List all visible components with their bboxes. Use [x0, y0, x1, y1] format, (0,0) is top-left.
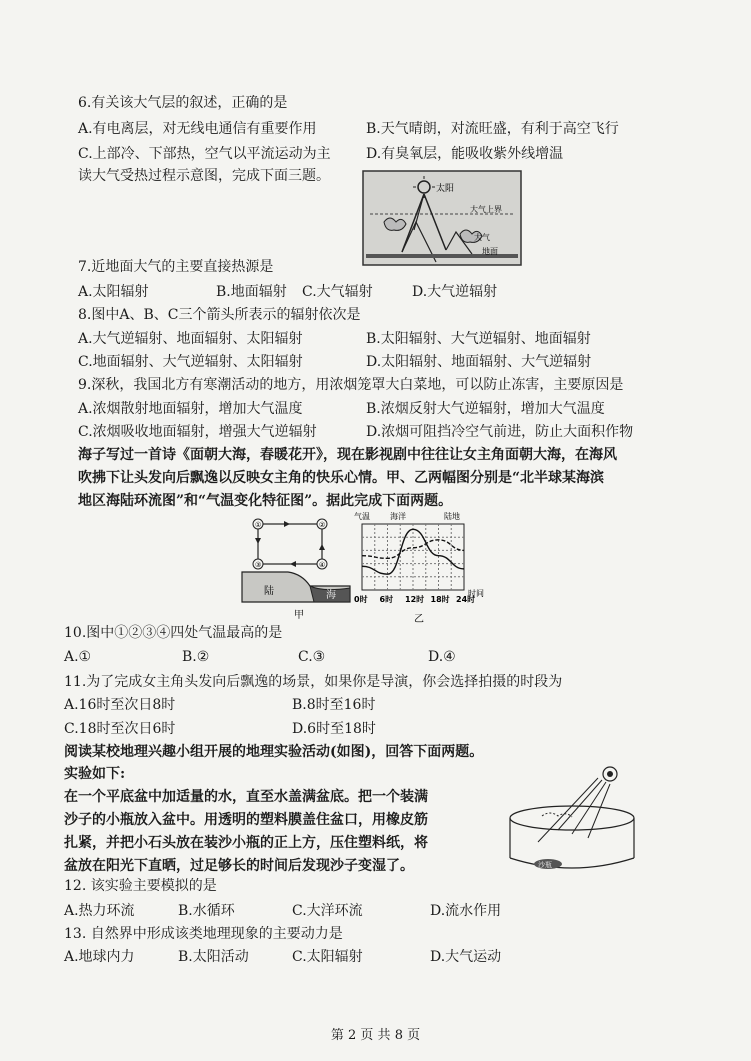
q9-option-c: C.浓烟吸收地面辐射，增强大气逆辐射	[78, 424, 317, 440]
q7-option-d: D.大气逆辐射	[412, 284, 498, 300]
fig1-upper-label: 大气上界	[470, 205, 502, 214]
q7-option-c: C.大气辐射	[302, 284, 373, 300]
circle-2-label: ②	[319, 521, 326, 529]
q8-option-c: C.地面辐射、大气逆辐射、太阳辐射	[78, 354, 303, 370]
q10-option-d: D.④	[428, 649, 456, 665]
q11-option-c: C.18时至次日6时	[64, 721, 176, 737]
chart-legend-ocean: 海洋	[390, 512, 406, 521]
fig1-sun-label: 太阳	[436, 184, 455, 194]
q12-option-a: A.热力环流	[64, 903, 135, 919]
chart-ylabel: 气温	[354, 512, 370, 521]
temperature-chart	[352, 510, 502, 628]
q8-option-b: B.太阳辐射、大气逆辐射、地面辐射	[366, 331, 591, 347]
q7-option-b: B.地面辐射	[216, 284, 287, 300]
q10-option-c: C.③	[298, 649, 326, 665]
chart-ticks	[354, 594, 475, 604]
sun-icon	[603, 767, 617, 781]
q11-option-d: D.6时至18时	[292, 721, 376, 737]
atmosphere-heating-figure	[362, 170, 522, 266]
q12-stem: 12. 该实验主要模拟的是	[64, 878, 217, 894]
q6-option-b: B.天气晴朗，对流旺盛，有利于高空飞行	[366, 121, 619, 137]
fig2-yi-label: 乙	[414, 614, 424, 625]
chart-xlabel: 时间	[468, 589, 484, 598]
intro2-line1: 海子写过一首诗《面朝大海，春暖花开》，现在影视剧中往往让女主角面朝大海，在海风	[78, 447, 617, 463]
q12-option-b: B.水循环	[178, 903, 235, 919]
experiment-title: 实验如下:	[64, 766, 126, 782]
q13-option-c: C.太阳辐射	[292, 949, 363, 965]
q13-option-a: A.地球内力	[64, 949, 135, 965]
q10-option-b: B.②	[182, 649, 210, 665]
q11-option-b: B.8时至16时	[292, 697, 376, 713]
q9-stem: 9.深秋，我国北方有寒潮活动的地方，用浓烟笼罩大白菜地，可以防止冻害，主要原因是	[78, 377, 624, 393]
chart-legend-land: 陆地	[444, 512, 460, 521]
experiment-line3: 扎紧，并把小石头放在装沙小瓶的正上方，压住塑料纸，将	[64, 835, 428, 851]
q7-option-a: A.太阳辐射	[78, 284, 149, 300]
q12-option-c: C.大洋环流	[292, 903, 363, 919]
q10-stem: 10.图中①②③④四处气温最高的是	[64, 625, 283, 641]
x-tick-label: 6时	[379, 595, 394, 604]
q6-stem: 6.有关该大气层的叙述，正确的是	[78, 95, 288, 111]
q12-option-d: D.流水作用	[430, 903, 502, 919]
q8-option-d: D.太阳辐射、地面辐射、大气逆辐射	[366, 354, 592, 370]
q10-option-a: A.①	[64, 649, 92, 665]
experiment-line4: 盆放在阳光下直晒，过足够长的时间后发现沙子变湿了。	[64, 858, 414, 874]
intro2-line2: 吹拂下让头发向后飘逸以反映女主角的快乐心情。甲、乙两幅图分别是“北半球某海滨	[78, 470, 605, 486]
experiment-line1: 在一个平底盆中加适量的水，直至水盖满盆底。把一个装满	[64, 789, 428, 805]
q9-option-d: D.浓烟可阻挡冷空气前进，防止大面积作物	[366, 424, 634, 440]
q13-option-d: D.大气运动	[430, 949, 502, 965]
experiment-line2: 沙子的小瓶放入盆中。用透明的塑料膜盖住盆口，用橡皮筋	[64, 812, 428, 828]
q11-stem: 11.为了完成女主角头发向后飘逸的场景，如果你是导演，你会选择拍摄的时段为	[64, 674, 563, 690]
intro3: 阅读某校地理兴趣小组开展的地理实验活动(如图)，回答下面两题。	[64, 744, 484, 760]
q8-stem: 8.图中A、B、C三个箭头所表示的辐射依次是	[78, 307, 361, 323]
intro-heating-figure: 读大气受热过程示意图，完成下面三题。	[78, 168, 330, 184]
q11-option-a: A.16时至次日8时	[64, 697, 176, 713]
q13-stem: 13. 自然界中形成该类地理现象的主要动力是	[64, 926, 343, 942]
x-tick-label: 24时	[456, 595, 476, 604]
page-footer: 第 2 页 共 8 页	[330, 1028, 421, 1043]
circle-4-label: ④	[319, 561, 326, 569]
x-tick-label: 0时	[354, 595, 368, 604]
sea-land-circulation-figure	[238, 512, 358, 624]
circle-1-label: ①	[255, 521, 262, 529]
bottle-label: 沙瓶	[538, 861, 552, 869]
q6-option-a: A.有电离层，对无线电通信有重要作用	[78, 121, 317, 137]
q8-option-a: A.大气逆辐射、地面辐射、太阳辐射	[78, 331, 303, 347]
x-tick-label: 18时	[430, 595, 450, 604]
fig1-atm-label: 大气	[474, 233, 490, 242]
q7-stem: 7.近地面大气的主要直接热源是	[78, 259, 274, 275]
q6-option-c: C.上部冷、下部热，空气以平流运动为主	[78, 146, 331, 162]
experiment-figure	[498, 762, 658, 882]
fig2-jia-label: 甲	[294, 610, 304, 621]
fig1-ground-label: 地面	[482, 247, 498, 256]
intro2-line3: 地区海陆环流图”和“气温变化特征图”。据此完成下面两题。	[78, 493, 453, 509]
q6-option-d: D.有臭氧层，能吸收紫外线增温	[366, 146, 564, 162]
q9-option-a: A.浓烟散射地面辐射，增加大气温度	[78, 401, 303, 417]
fig2-sea-label: 海	[326, 590, 336, 601]
q9-option-b: B.浓烟反射大气逆辐射，增加大气温度	[366, 401, 605, 417]
x-tick-label: 12时	[405, 595, 425, 604]
fig2-land-label: 陆	[264, 586, 274, 597]
circle-3-label: ③	[255, 561, 262, 569]
q13-option-b: B.太阳活动	[178, 949, 249, 965]
